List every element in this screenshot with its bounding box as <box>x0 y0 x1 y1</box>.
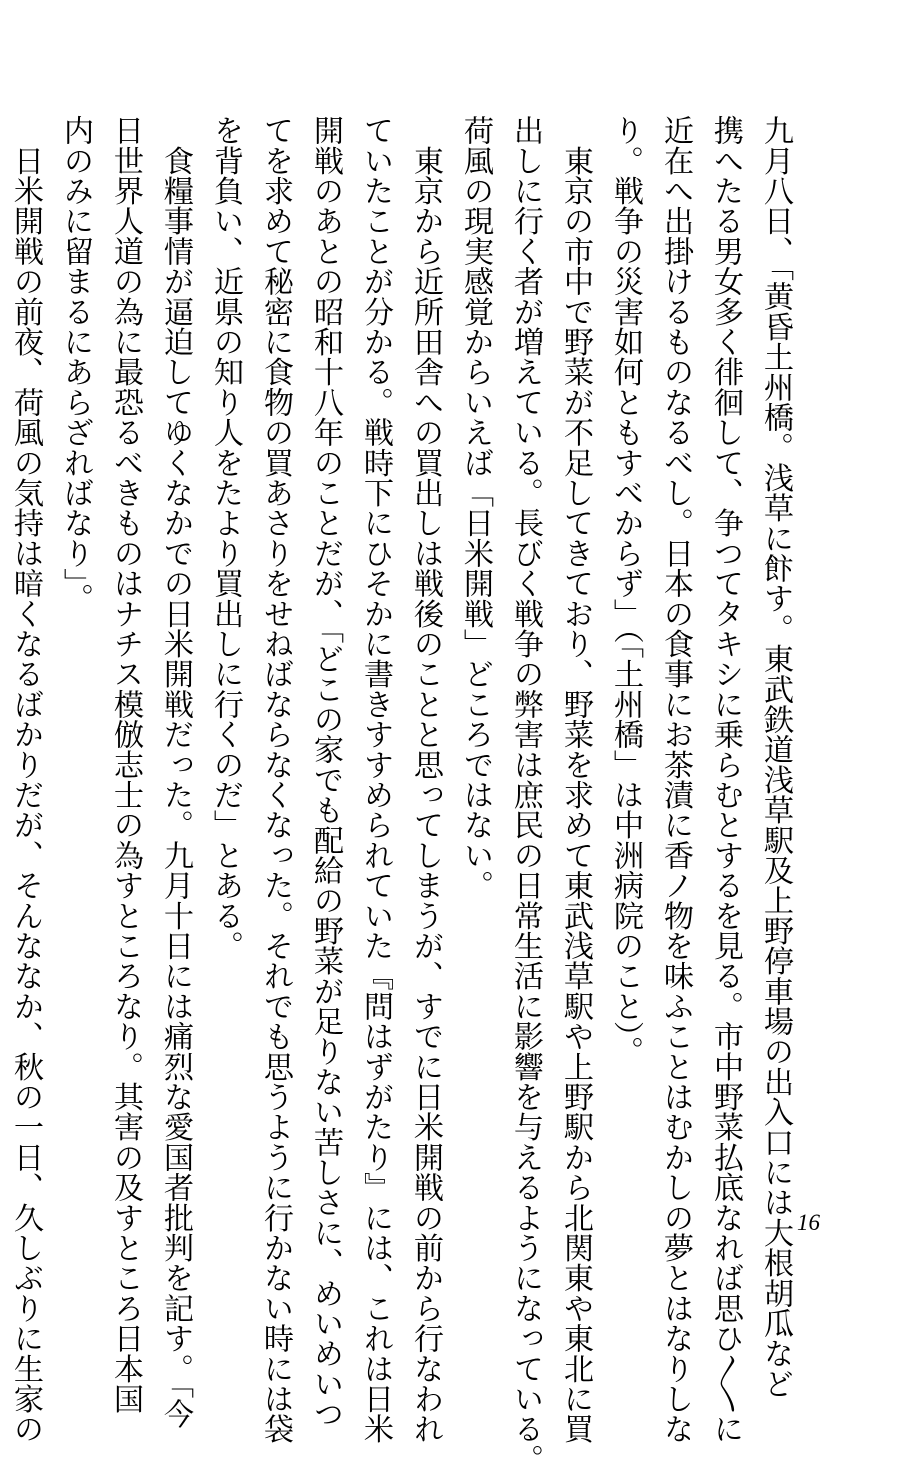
text-line: 出しに行く者が増えている。長びく戦争の弊害は庶民の日常生活に影響を与えるようになっている。 <box>508 115 543 1474</box>
text-line: 東京の市中で野菜が不足してきており、野菜を求めて東武浅草駅や上野駅から北関東や東北に買 <box>558 115 593 1444</box>
text-line: 内のみに留まるにあらざればなり」。 <box>58 115 93 614</box>
text-line: 携へたる男女多く徘徊して、争つてタキシに乗らむとするを見る。市中野菜払底なれば思ひ〳〵に <box>708 115 743 1444</box>
text-line: り。戦争の災害如何ともすべからず」（「土州橋」は中洲病院のこと）。 <box>608 115 643 1067</box>
text-line: 日世界人道の為に最恐るべきものはナチス模倣志士の為すところなり。其害の及すところ日本国 <box>108 115 143 1414</box>
text-line: を背負い、近県の知り人をたより買出しに行くのだ」とある。 <box>208 115 243 961</box>
text-line: 荷風の現実感覚からいえば「日米開戦」どころではない。 <box>458 115 493 901</box>
text-line: ていたことが分かる。戦時下にひそかに書きすすめられていた『問はずがたり』には、これは日米 <box>358 115 393 1444</box>
text-line: 開戦のあとの昭和十八年のことだが、「どこの家でも配給の野菜が足りない苦しさに、めいめいつ <box>308 115 343 1429</box>
text-line: 九月八日、「黄昏土州橋。浅草に飰す。東武鉄道浅草駅及上野停車場の出入口には大根胡瓜など <box>758 115 793 1399</box>
text-line: 食糧事情が逼迫してゆくなかでの日米開戦だった。九月十日には痛烈な愛国者批判を記す。「今 <box>158 115 193 1429</box>
text-line: 東京から近所田舎への買出しは戦後のことと思ってしまうが、すでに日米開戦の前から行なわれ <box>408 115 443 1444</box>
vertical-text-body <box>0 115 800 1474</box>
text-line: 近在へ出掛けるものなるべし。日本の食事にお茶漬に香ノ物を味ふことはむかしの夢とはなりしな <box>658 115 693 1444</box>
page-number: 16 <box>797 1210 820 1235</box>
text-line: てを求めて秘密に食物の買あさりをせねばならなくなった。それでも思うように行かない時には袋 <box>258 115 293 1444</box>
text-line: 日米開戦の前夜、荷風の気持は暗くなるばかりだが、そんななか、秋の一日、久しぶりに生家の <box>8 115 43 1444</box>
